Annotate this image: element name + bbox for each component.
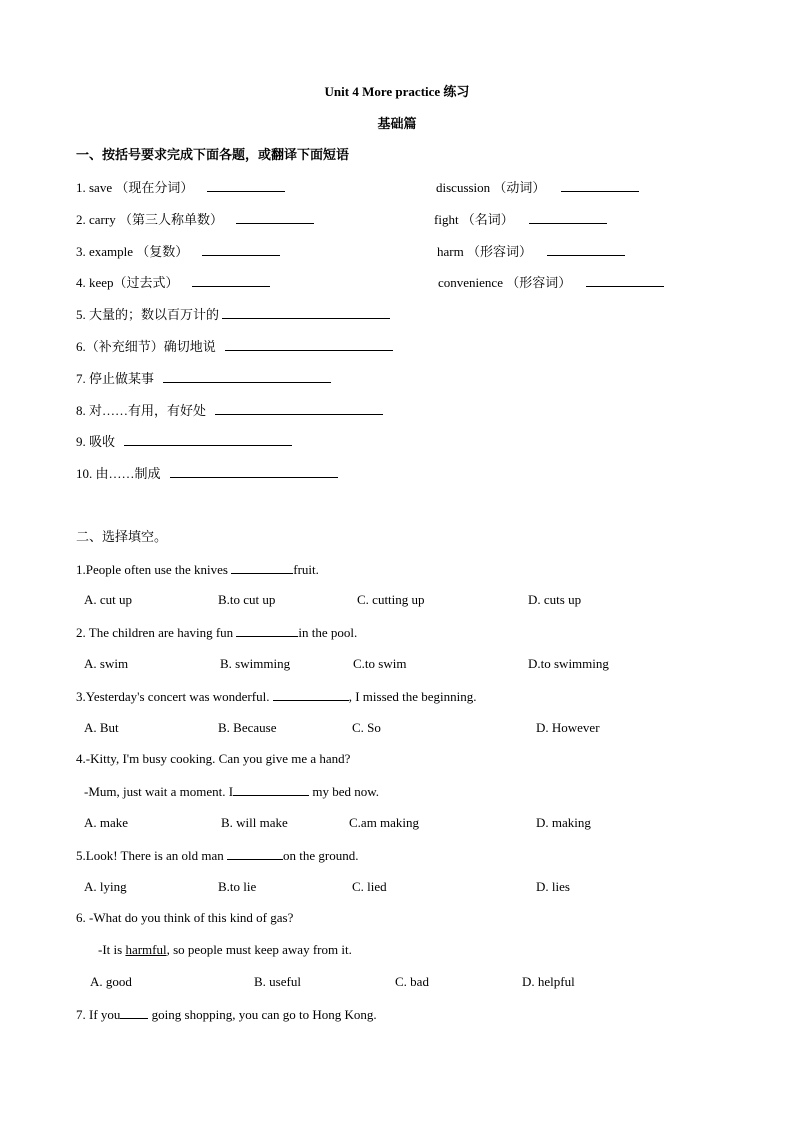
option[interactable]: B.to lie xyxy=(218,879,257,894)
answer-blank[interactable] xyxy=(231,561,293,574)
word-item xyxy=(76,274,270,291)
option[interactable]: D. However xyxy=(536,720,600,735)
page-title: Unit 4 More practice 练习 xyxy=(324,84,470,99)
word-prompt: 1. save （现在分词） xyxy=(76,180,194,195)
question-text: 3.Yesterday's concert was wonderful. xyxy=(76,689,273,704)
page-subtitle: 基础篇 xyxy=(377,116,417,131)
question-text: on the ground. xyxy=(283,848,359,863)
answer-blank[interactable] xyxy=(170,465,338,478)
question-text: 7. If you xyxy=(76,1007,121,1022)
question-text: 1.People often use the knives xyxy=(76,562,232,577)
answer-blank[interactable] xyxy=(215,402,383,415)
option[interactable]: B. useful xyxy=(254,974,301,989)
answer-blank[interactable] xyxy=(273,688,349,701)
word-item xyxy=(76,211,314,228)
word-item xyxy=(76,179,285,196)
question-text: -Mum, just wait a moment. I xyxy=(84,784,234,799)
option[interactable]: A. good xyxy=(90,974,132,989)
phrase-prompt: 10. 由……制成 xyxy=(76,466,161,481)
option[interactable]: D. making xyxy=(536,815,591,830)
question-3 xyxy=(76,688,477,705)
phrase-item xyxy=(76,465,338,482)
option[interactable]: A. swim xyxy=(84,656,129,671)
question-4-reply xyxy=(84,783,379,800)
phrase-prompt: 6.（补充细节）确切地说 xyxy=(76,339,216,354)
question-text: my bed now. xyxy=(309,784,380,799)
underlined-word: harmful xyxy=(125,942,167,957)
word-item xyxy=(438,274,664,291)
option[interactable]: B. Because xyxy=(218,720,277,735)
word-prompt: 2. carry （第三人称单数） xyxy=(76,212,223,227)
question-text: going shopping, you can go to Hong Kong. xyxy=(148,1007,377,1022)
option[interactable]: A. But xyxy=(84,720,119,735)
word-prompt: 4. keep（过去式） xyxy=(76,275,179,290)
answer-blank[interactable] xyxy=(124,433,292,446)
option[interactable]: D. helpful xyxy=(522,974,575,989)
option[interactable]: A. make xyxy=(84,815,129,830)
option[interactable]: D.to swimming xyxy=(528,656,609,671)
answer-blank[interactable] xyxy=(227,847,283,860)
phrase-prompt: 8. 对……有用，有好处 xyxy=(76,403,207,418)
answer-blank[interactable] xyxy=(202,243,280,256)
answer-blank[interactable] xyxy=(561,179,639,192)
answer-blank[interactable] xyxy=(236,624,298,637)
question-5 xyxy=(76,847,359,864)
question-text: 2. The children are having fun xyxy=(76,625,237,640)
answer-blank[interactable] xyxy=(120,1006,148,1019)
word-prompt: harm （形容词） xyxy=(437,244,532,259)
phrase-item xyxy=(76,433,292,450)
word-item xyxy=(437,243,625,260)
option[interactable]: B. will make xyxy=(221,815,288,830)
question-7 xyxy=(76,1006,377,1023)
option[interactable]: D. cuts up xyxy=(528,592,582,607)
section1-heading: 一、按括号要求完成下面各题，或翻译下面短语 xyxy=(76,147,350,162)
word-item xyxy=(76,243,280,260)
question-text: , I missed the beginning. xyxy=(348,689,477,704)
answer-blank[interactable] xyxy=(233,783,309,796)
phrase-item xyxy=(76,370,331,387)
question-1 xyxy=(76,561,319,578)
option[interactable]: B. swimming xyxy=(220,656,291,671)
answer-blank[interactable] xyxy=(163,370,331,383)
question-text: , so people must keep away from it. xyxy=(166,942,352,957)
question-4: 4.-Kitty, I'm busy cooking. Can you give me a hand? xyxy=(76,751,351,766)
phrase-item xyxy=(76,338,393,355)
answer-blank[interactable] xyxy=(236,211,314,224)
word-item xyxy=(434,211,607,228)
section2-heading: 二、选择填空。 xyxy=(76,529,168,544)
question-2 xyxy=(76,624,357,641)
phrase-item xyxy=(76,306,390,323)
option[interactable]: C. So xyxy=(352,720,381,735)
answer-blank[interactable] xyxy=(225,338,393,351)
option[interactable]: B.to cut up xyxy=(218,592,276,607)
option[interactable]: C.to swim xyxy=(353,656,407,671)
word-prompt: fight （名词） xyxy=(434,212,514,227)
answer-blank[interactable] xyxy=(529,211,607,224)
word-prompt: discussion （动词） xyxy=(436,180,546,195)
option[interactable]: C. bad xyxy=(395,974,429,989)
phrase-prompt: 7. 停止做某事 xyxy=(76,371,155,386)
answer-blank[interactable] xyxy=(586,274,664,287)
phrase-item xyxy=(76,402,383,419)
word-prompt: convenience （形容词） xyxy=(438,275,572,290)
option[interactable]: A. cut up xyxy=(84,592,133,607)
word-item xyxy=(436,179,639,196)
phrase-prompt: 5. 大量的；数以百万计的 xyxy=(76,307,220,322)
question-6-reply xyxy=(98,942,352,958)
option[interactable]: C. cutting up xyxy=(357,592,425,607)
option[interactable]: C.am making xyxy=(349,815,420,830)
answer-blank[interactable] xyxy=(207,179,285,192)
answer-blank[interactable] xyxy=(222,306,390,319)
phrase-prompt: 9. 吸收 xyxy=(76,434,116,449)
question-text: fruit. xyxy=(293,562,319,577)
option[interactable]: D. lies xyxy=(536,879,570,894)
question-text: in the pool. xyxy=(298,625,358,640)
question-6: 6. -What do you think of this kind of gas? xyxy=(76,910,294,925)
option[interactable]: C. lied xyxy=(352,879,387,894)
answer-blank[interactable] xyxy=(547,243,625,256)
answer-blank[interactable] xyxy=(192,274,270,287)
word-prompt: 3. example （复数） xyxy=(76,244,189,259)
question-text: 5.Look! There is an old man xyxy=(76,848,228,863)
question-text: -It is xyxy=(98,942,126,957)
option[interactable]: A. lying xyxy=(84,879,127,894)
